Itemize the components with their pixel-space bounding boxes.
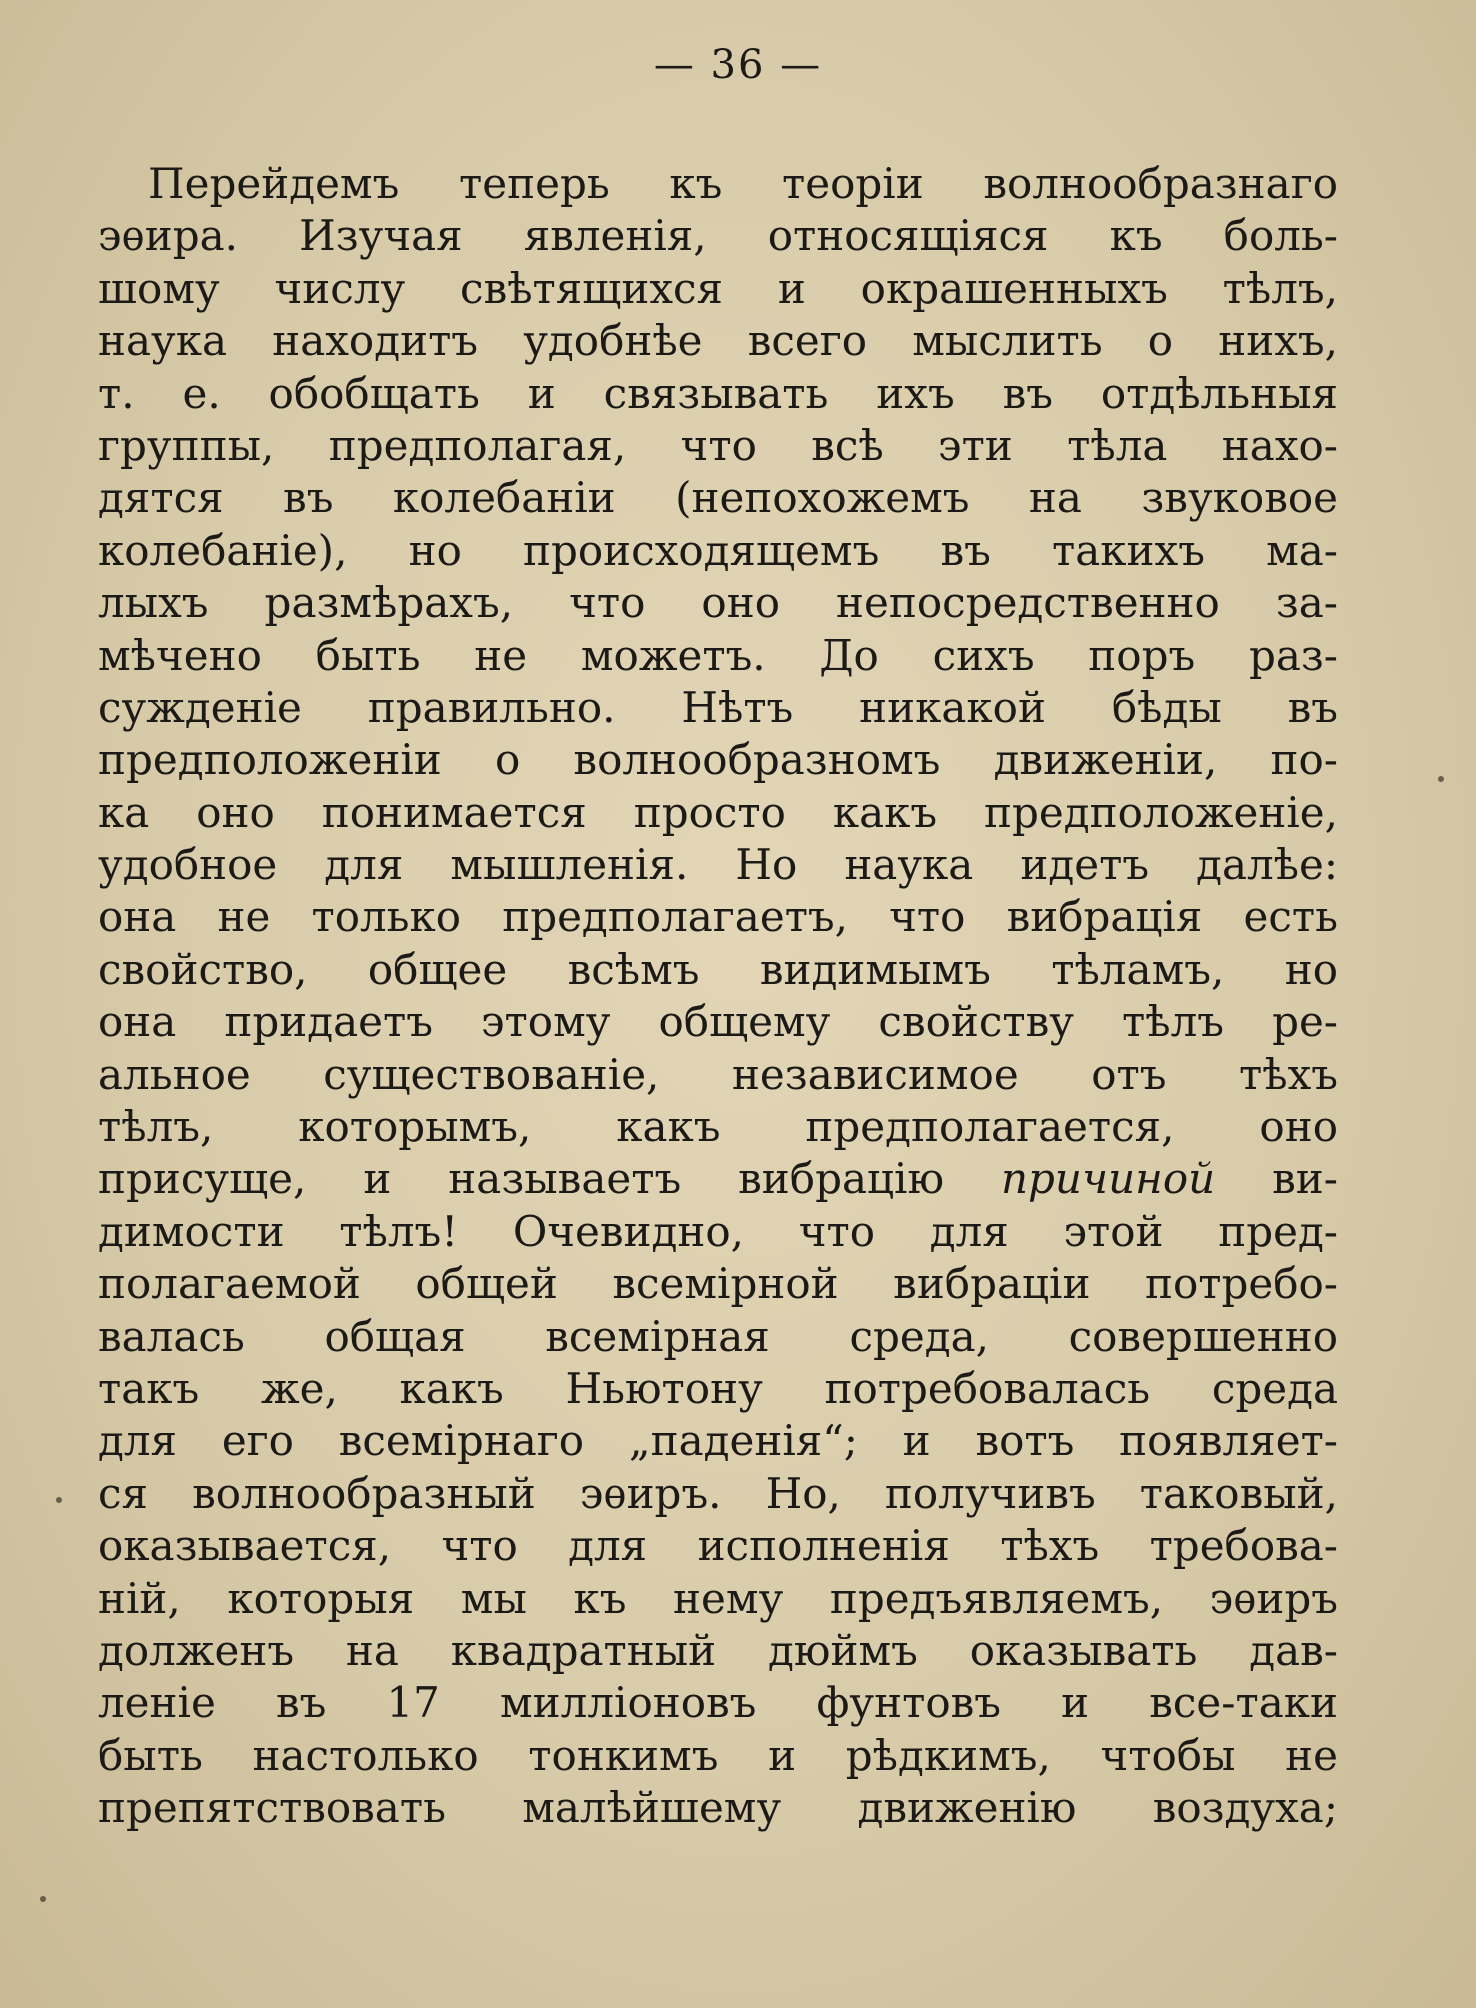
- paper-speck: [40, 1896, 46, 1902]
- text-line-with-italic: [98, 1153, 1338, 1205]
- text-line: лыхъ размѣрахъ, что оно непосредственно за-: [98, 578, 1338, 628]
- text-line: предположеніи о волнообразномъ движеніи, по-: [98, 735, 1338, 785]
- text-line: она не только предполагаетъ, что вибрація есть: [98, 892, 1338, 942]
- text-segment: присуще, и называетъ вибрацію: [98, 1154, 945, 1204]
- text-line: препятствовать малѣйшему движенію воздуха;: [98, 1783, 1338, 1833]
- text-line: т. е. обобщать и связывать ихъ въ отдѣльныя: [98, 368, 1338, 418]
- text-line: группы, предполагая, что всѣ эти тѣла нахо-: [98, 420, 1338, 470]
- page-number: — 36 —: [653, 42, 823, 88]
- text-line: такъ же, какъ Ньютону потребовалась среда: [98, 1363, 1338, 1413]
- text-line: долженъ на квадратный дюймъ оказывать дав-: [98, 1625, 1338, 1675]
- text-line: дятся въ колебаніи (непохожемъ на звуковое: [98, 473, 1338, 523]
- text-line: мѣчено быть не можетъ. До сихъ поръ раз-: [98, 630, 1338, 680]
- text-line: колебаніе), но происходящемъ въ такихъ ма-: [98, 525, 1338, 575]
- text-line: тѣлъ, которымъ, какъ предполагается, оно: [98, 1102, 1338, 1152]
- text-line: ся волнообразный эѳиръ. Но, получивъ таковый,: [98, 1468, 1338, 1518]
- text-line: для его всемірнаго „паденія“; и вотъ появляет-: [98, 1416, 1338, 1466]
- text-line: ка оно понимается просто какъ предположеніе,: [98, 787, 1338, 837]
- paper-speck: [56, 1497, 62, 1503]
- text-line: свойство, общее всѣмъ видимымъ тѣламъ, но: [98, 944, 1338, 994]
- text-line: сужденіе правильно. Нѣтъ никакой бѣды въ: [98, 682, 1338, 732]
- italic-emphasis: причиной: [1001, 1154, 1216, 1204]
- text-line: эѳира. Изучая явленія, относящіяся къ боль-: [98, 211, 1338, 261]
- text-line: ній, которыя мы къ нему предъявляемъ, эѳиръ: [98, 1573, 1338, 1623]
- text-segment: ви-: [1272, 1154, 1338, 1204]
- text-line: леніе въ 17 милліоновъ фунтовъ и все-таки: [98, 1678, 1338, 1728]
- text-line: шому числу свѣтящихся и окрашенныхъ тѣлъ,: [98, 263, 1338, 313]
- text-line: она придаетъ этому общему свойству тѣлъ ре-: [98, 997, 1338, 1047]
- text-line: полагаемой общей всемірной вибраціи потребо-: [98, 1259, 1338, 1309]
- body-text: [98, 158, 1338, 1835]
- text-line: удобное для мышленія. Но наука идетъ далѣе:: [98, 840, 1338, 890]
- text-line: димости тѣлъ! Очевидно, что для этой пред-: [98, 1206, 1338, 1256]
- text-line: быть настолько тонкимъ и рѣдкимъ, чтобы не: [98, 1730, 1338, 1780]
- text-line: альное существованіе, независимое отъ тѣхъ: [98, 1049, 1338, 1099]
- text-line: Перейдемъ теперь къ теоріи волнообразнаго: [148, 159, 1338, 208]
- paper-speck: [1438, 776, 1444, 782]
- text-line: наука находитъ удобнѣе всего мыслить о нихъ,: [98, 316, 1338, 366]
- text-line: оказывается, что для исполненія тѣхъ требова-: [98, 1521, 1338, 1571]
- text-line: валась общая всемірная среда, совершенно: [98, 1311, 1338, 1361]
